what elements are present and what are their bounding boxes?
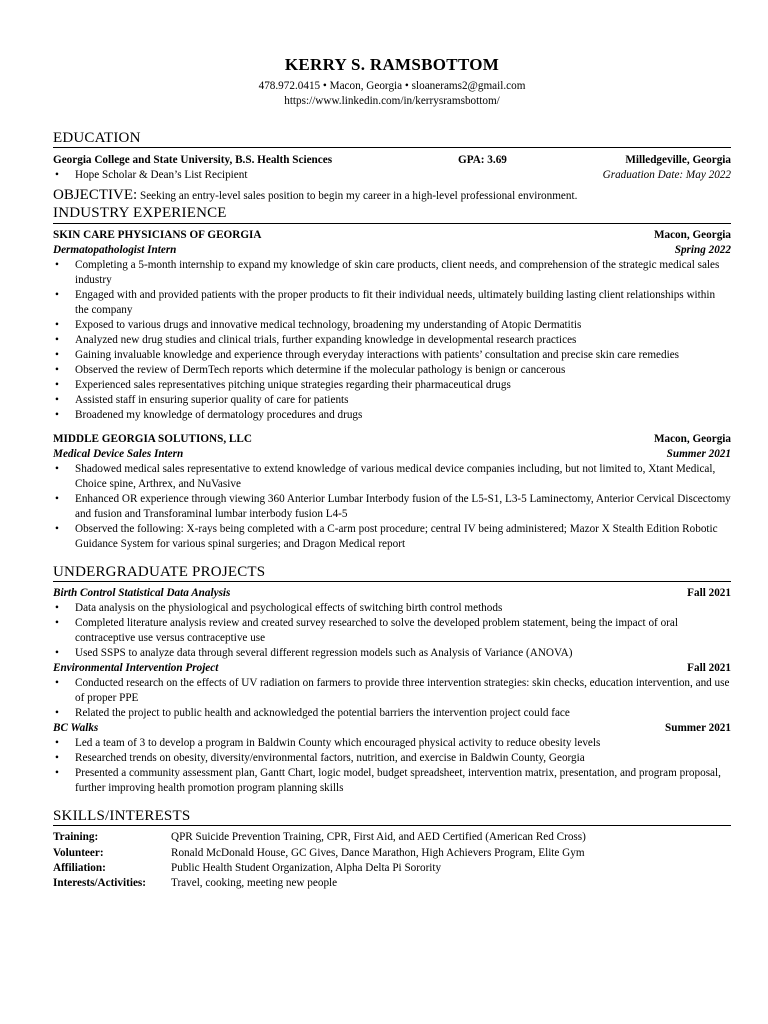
contact-line: 478.972.0415 • Macon, Georgia • sloanerams2@gmail.com [258,79,526,92]
project-entry [53,721,731,796]
skill-label: Interests/Activities: [53,877,146,890]
section-title-skills: SKILLS/INTERESTS [53,808,731,826]
objective-text: Seeking an entry-level sales position to begin my career in a high-level professional environment. [137,190,578,203]
project-entry [53,661,731,721]
job-date: Spring 2022 [674,243,731,256]
job-entry [53,228,731,423]
school-name: Georgia College and State University, B.S. Health Sciences [53,154,333,167]
graduation-date: Graduation Date: May 2022 [602,169,731,182]
list-item: • Observed the following: X-rays being completed with a C-arm post procedure; central IV being administered; Mazor X Stealth Edition Robotic Guidance System for various spinal surgeries; and Dragon Medical report [75,522,731,552]
list-item: • Analyzed new drug studies and clinical trials, further expanding knowledge in developmental research practices [75,333,731,348]
job-org: SKIN CARE PHYSICIANS OF GEORGIA [53,228,262,241]
project-name: Environmental Intervention Project [53,661,219,674]
project-date: Fall 2021 [687,586,731,599]
objective-label: OBJECTIVE: [53,187,138,204]
list-item: • Led a team of 3 to develop a program in Baldwin County which encouraged physical activity to reduce obesity levels [75,736,731,751]
list-item: • Presented a community assessment plan, Gantt Chart, logic model, budget spreadsheet, intervention matrix, presentation, and program proposal, further improving health promotion program planning skills [75,766,731,796]
list-item: • Conducted research on the effects of UV radiation on farmers to provide three intervention strategies: skin checks, education intervention, and use of proper PPE [75,676,731,706]
list-item: • Completed literature analysis review and created survey researched to solve the developed problem statement, being the impact of oral contraceptive use versus contraceptive use [75,616,731,646]
candidate-name: KERRY S. RAMSBOTTOM [284,55,500,74]
table-row [53,830,586,845]
job-entry [53,432,731,552]
resume-page [53,56,731,892]
job-role: Medical Device Sales Intern [53,447,184,460]
skill-value: Travel, cooking, meeting new people [171,877,338,890]
skill-label: Training: [53,831,99,844]
linkedin-url: https://www.linkedin.com/in/kerrysramsbottom/ [284,95,500,108]
table-row [53,861,586,876]
list-item: • Gaining invaluable knowledge and experience through everyday interactions with patients’ consultation and precise skin care remedies [75,348,731,363]
contact-block [53,79,731,110]
project-name: BC Walks [53,721,99,734]
list-item: • Completing a 5-month internship to expand my knowledge of skin care products, client needs, and comprehension of the strategic medical sales industry [75,258,731,288]
list-item: • Engaged with and provided patients with the proper products to fit their individual needs, ultimately building lasting client relationships within the company [75,288,731,318]
list-item: • Data analysis on the physiological and psychological effects of switching birth control methods [75,601,731,616]
table-row [53,846,586,861]
job-location: Macon, Georgia [653,432,731,445]
list-item: • Enhanced OR experience through viewing 360 Anterior Lumbar Interbody fusion of the L5-S1, L3-5 Laminectomy, Anterior Cervical Discectomy and fusion and Transforaminal lumbar interbody fusion L4-5 [75,492,731,522]
list-item: • Experienced sales representatives pitching unique strategies regarding their pharmaceutical drugs [75,378,731,393]
project-entry [53,586,731,661]
skill-label: Volunteer: [53,846,104,859]
list-item: • Assisted staff in ensuring superior quality of care for patients [75,393,731,408]
objective [53,185,731,205]
skill-value: QPR Suicide Prevention Training, CPR, First Aid, and AED Certified (American Red Cross) [171,831,586,844]
section-title-projects: UNDERGRADUATE PROJECTS [53,564,731,582]
list-item: • Used SSPS to analyze data through several different regression models such as Analysis of Variance (ANOVA) [75,646,731,661]
list-item: • Observed the review of DermTech reports which determine if the molecular pathology is benign or cancerous [75,363,731,378]
job-org: MIDDLE GEORGIA SOLUTIONS, LLC [53,432,252,445]
list-item: • Related the project to public health and acknowledged the potential barriers the intervention project could face [75,706,731,721]
skills-table [53,830,731,892]
list-item: • Broadened my knowledge of dermatology procedures and drugs [75,408,731,423]
school-location: Milledgeville, Georgia [625,154,731,167]
project-date: Fall 2021 [687,661,731,674]
list-item: • Researched trends on obesity, diversity/environmental factors, nutrition, and exercise in Baldwin County, Georgia [75,751,731,766]
job-location: Macon, Georgia [653,228,731,241]
education-row [53,153,731,168]
project-name: Birth Control Statistical Data Analysis [53,586,231,599]
section-title-industry: INDUSTRY EXPERIENCE [53,205,731,223]
table-row [53,876,586,891]
list-item: • Exposed to various drugs and innovative medical technology, broadening my understanding of Atopic Dermatitis [75,318,731,333]
education-detail-row [53,168,731,183]
list-item: • Shadowed medical sales representative to extend knowledge of various medical device companies including, but not limited to, Xtant Medical, Choice spine, Arthrex, and NuVasive [75,462,731,492]
job-date: Summer 2021 [666,447,731,460]
section-title-education: EDUCATION [53,130,731,148]
list-item: • Hope Scholar & Dean’s List Recipient [75,168,247,183]
skill-value: Public Health Student Organization, Alpha Delta Pi Sorority [171,862,442,875]
skill-label: Affiliation: [53,862,106,875]
job-role: Dermatopathologist Intern [53,243,177,256]
project-date: Summer 2021 [665,721,731,734]
skill-value: Ronald McDonald House, GC Gives, Dance Marathon, High Achievers Program, Elite Gym [171,846,585,859]
gpa: GPA: 3.69 [458,154,507,167]
